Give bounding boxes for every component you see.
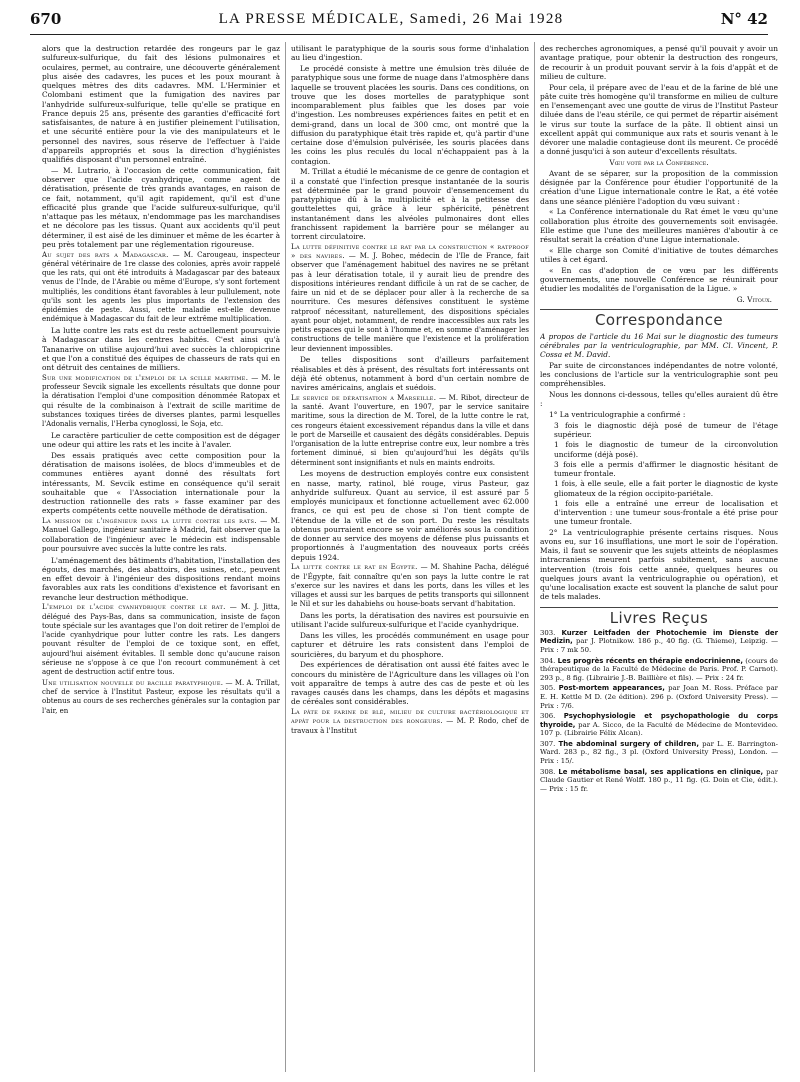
paragraph: Avant de se séparer, sur la proposition de la commission désignée par la Conférence pour étudier l'opportunité de la création d'une Ligue internationale contre le Rat, a été votée dans une séance plénière l'adoption du vœu suivant : xyxy=(540,168,778,206)
book-number: 307. xyxy=(540,739,556,748)
section-paragraph xyxy=(42,251,280,325)
issue-number: N° 42 xyxy=(720,10,768,28)
paragraph: utilisant le paratyphique de la souris sous forme d'inhalation au lieu d'ingestion. xyxy=(291,44,529,63)
section-rule xyxy=(540,309,778,310)
paragraph: 2° La ventriculographie présente certains risques. Nous avons eu, sur 16 insufflations, une mort le soir de l'opération. Mais, il faut se souvenir que les sujets atteints de néoplasmes intracraniens meurent parfois subitement, sans aucune intervention (trois fois cette année, quelques heures ou quelques jours avant la ventriculographie ou opération), et qu'une localisation exacte est souvent la planche de salut pour de tels malades. xyxy=(540,527,778,602)
book-number: 308. xyxy=(540,767,556,776)
paragraph: La lutte contre les rats est du reste actuellement poursuivie à Madagascar dans les centres habités. C'est ainsi qu'à Tananarive on utilise aujourd'hui avec succès la chloropicrine et que l'on a constitué des équipes de chasseurs de rats qui en ont détruit des centaines de milliers. xyxy=(42,326,280,372)
section-paragraph xyxy=(291,394,529,468)
section-heading: La pâte de farine de blé, milieu de culture bactériologique et appât pour la destruction des rongeurs. xyxy=(291,708,529,726)
section-text: — M. J. Jitta, délégué des Pays-Bas, dans sa communication, insiste de façon toute spéciale sur les avantages que l'on doit retirer de l'emploi de l'acide cyanhydrique pour lutter contre les rats. Les dangers pouvant résulter de l'emploi de ce toxique sont, en effet, aujourd'hui aisément évitables. Il semble donc qu'aucune raison sérieuse ne s'oppose à ce que l'on recourt communément à cet agent de destruction actif entre tous. xyxy=(42,603,280,676)
page-header xyxy=(30,6,768,32)
book-details: par A. Sicco, de la Faculté de Médecine de Montevideo. 107 p. (Librairie Félix Alcan). xyxy=(540,720,778,738)
section-heading: L'emploi de l'acide cyanhydrique contre le rat. xyxy=(42,603,226,612)
section-heading: Une utilisation nouvelle du bacille paratyphique. xyxy=(42,678,224,687)
section-paragraph xyxy=(42,374,280,430)
section-paragraph xyxy=(291,243,529,354)
book-entry xyxy=(540,629,778,655)
book-details: par L. E. Barrington-Ward. 283 p., 82 fig., 3 pl. (Oxford University Press), London. — Prix : 15/. xyxy=(540,739,778,766)
section-text: — M. A. Trillat, chef de service à l'Institut Pasteur, expose les résultats qu'il a obtenus au cours de ses recherches générales sur la contagion par l'air, en xyxy=(42,678,280,715)
paragraph: Le caractère particulier de cette composition est de dégager une odeur qui attire les rats et les incite à l'avaler. xyxy=(42,430,280,449)
findings-list xyxy=(540,421,778,527)
paragraph: Dans les ports, la dératisation des navires est poursuivie en utilisant l'acide sulfureux-sulfurique et l'acide cyanhydrique. xyxy=(291,611,529,630)
book-details: (cours de thérapeutique de la Faculté de Médecine de Paris. Prof. P. Carnot). 293 p., 8 fig. (Librairie J.-B. Baillière et fils). — Prix : 24 fr. xyxy=(540,656,778,682)
section-text: — M. Carougeau, inspecteur général vétérinaire de 1re classe des colonies, après avoir rappelé que les rats, qui ont été introduits à Madagascar par des bateaux venus de l'Inde, de l'Arabie ou même d'Europe, s'y sont fortement multipliés, les conditions étant favorables à leur pullulement, note qu'ils sont les agents les plus importants de l'extension des épidémies de peste. Aussi, cette maladie est-elle devenue endémique à Madagascar du fait de leur extrême multiplication. xyxy=(42,250,280,324)
section-heading: Au sujet des rats a Madagascar. xyxy=(42,250,169,259)
column-divider xyxy=(534,42,535,1072)
book-title: The abdominal surgery of children, xyxy=(558,739,699,748)
section-heading: Le service de dératisation a Marseille. xyxy=(291,393,437,402)
paragraph: 1° La ventriculographie a confirmé : xyxy=(549,410,686,419)
book-number: 305. xyxy=(540,684,556,693)
book-number: 304. xyxy=(540,656,556,665)
paragraph: « La Conférence internationale du Rat émet le vœu qu'une collaboration plus étroite des gouvernements soit envisagée. Elle estime que l'une des meilleures manières d'aboutir à ce résultat serait la création d'une Ligue internationale. xyxy=(540,207,778,244)
book-entry xyxy=(540,740,778,766)
paragraph: alors que la destruction retardée des rongeurs par le gaz sulfureux-sulfurique, du fait des lésions pulmonaires et oculaires, permet, au contraire, une découverte généralement plus aisée des cadavres, les puces et les poux mourant à quelques mètres des dits cadavres. MM. L'Herminier et Colombani estiment que la fumigation des navires par l'anhydride sulfureux-sulfurique, telle qu'elle se pratique en France depuis 25 ans, présente des garanties d'efficacité fort satisfaisantes, de nature à en justifier pleinement l'utilisation, et une sécurité entière pour la vie des manipulateurs et le personnel des navires, sous réserve de l'effectuer à l'aide d'appareils appropriés et sous la direction d'hygiénistes qualifiés disposant d'un personnel entraîné. xyxy=(42,44,280,164)
book-entry xyxy=(540,657,778,683)
section-heading: La mission de l'ingénieur dans la lutte contre les rats. xyxy=(42,517,257,525)
list-item: 3 fois elle a permis d'affirmer le diagnostic hésitant de tumeur frontale. xyxy=(554,459,778,478)
paragraph: Des expériences de dératisation ont aussi été faites avec le concours du ministère de l'Agriculture dans les villages où l'on voit apparaître de temps à autre des cas de peste et où les ravages causés dans les champs, dans les dépôts et magasins de céréales sont considérables. xyxy=(291,660,529,707)
books-list xyxy=(540,629,778,794)
section-heading: La lutte contre le rat en Egypte. xyxy=(291,563,418,572)
column-1 xyxy=(42,44,280,717)
section-paragraph xyxy=(42,517,280,554)
book-title: Kurzer Leitfaden der Photochemie im Dienste der Medizin, xyxy=(540,628,778,646)
paragraph: — M. Lutrario, à l'occasion de cette communication, fait observer que l'acide cyanhydrique, comme agent de dératisation, présente de très grands avantages, en raison de ce fait, notamment, qu'il agit rapidement, qu'il est d'une efficacité plus grande que l'acide sulfureux-sulfurique, qu'il n'attaque pas les métaux, n'endommage pas les marchandises et ne décolore pas les tissus. Quant aux accidents qu'il peut déterminer, il est aisé de les diminuer et même de les écarter à peu près totalement par une réglementation rigoureuse. xyxy=(42,165,280,249)
section-paragraph xyxy=(42,679,280,716)
section-heading: La lutte définitive contre le rat par la construction « ratproof » des navires. xyxy=(291,242,529,260)
section-text: — M. Manuel Gallego, ingénieur sanitaire à Madrid, fait observer que la collaboration de l'ingénieur avec le médecin est indispensable pour poursuivre avec succès la lutte contre les rats. xyxy=(42,517,280,553)
paragraph: Des essais pratiqués avec cette composition pour la dératisation de maisons isolées, de blocs d'immeubles et de communes entières ayant donné des résultats fort intéressants, M. Sevcik estime en conséquence qu'il serait souhaitable que « l'Association internationale pour la destruction rationnelle des rats » fasse examiner par des experts compétents cette nouvelle méthode de dératisation. xyxy=(42,450,280,516)
paragraph: Pour cela, il prépare avec de l'eau et de la farine de blé une pâte cuite très homogène qu'il transforme en milieu de culture en l'ensemençant avec une goutte de virus de l'Institut Pasteur diluée dans de l'eau stérile, ce qui permet de répartir aisément le virus sur toute la surface de la pâte. Il obtient ainsi un excellent appât qui communique aux rats et souris venant à le dévorer une maladie contagieuse dont ils meurent. Ce procédé a donné jusqu'ici à son auteur d'excellents résultats. xyxy=(540,82,778,157)
book-number: 303. xyxy=(540,628,556,637)
paragraph: « Elle charge son Comité d'initiative de toutes démarches utiles à cet égard. xyxy=(540,245,778,264)
book-title: Le métabolisme basal, ses applications en clinique, xyxy=(558,767,764,776)
book-title: Psychophysiologie et psychopathologie du corps thyroïde, xyxy=(540,712,778,729)
section-text: — M. Ribot, directeur de la santé. Avant l'ouverture, en 1907, par le service sanitaire maritime, sous la direction de M. Torel, de la lutte contre le rat, ces rongeurs étaient excessivement répandus dans la ville et dans le port de Marseille et causaient des dégâts considérables. Depuis l'organisation de la lutte entreprise contre eux, leur nombre a très fortement diminué, si bien qu'aujourd'hui les dégâts qu'ils déterminent sont insignifiants et nuls en maints endroits. xyxy=(291,393,529,467)
book-details: par Claude Gautier et René Wolff. 180 p., 11 fig. (G. Doin et Cie, édit.). — Prix : 15 fr. xyxy=(540,767,778,793)
paragraph: Le procédé consiste à mettre une émulsion très diluée de paratyphique sous une forme de nuage dans l'atmosphère dans laquelle se trouvent placées les souris. Dans ces conditions, on trouve que les doses mortelles de paratyphique sont incomparablement plus faibles que les doses par voie d'ingestion. Les nombreuses expériences faites en petit et en demi-grand, dans un local de 300 cmc, ont montré que la diffusion du paratyphique était très rapide et, qu'à partir d'une certaine dose d'émulsion pulvérisée, les souris placées dans les coins les plus reculés du local n'échappaient pas à la contagion. xyxy=(291,64,529,166)
section-rule xyxy=(540,607,778,608)
column-3 xyxy=(540,44,778,795)
correspondance-intro: A propos de l'article du 16 Mai sur le diagnostic des tumeurs cérébrales par la ventriculographie, par MM. Cl. Vincent, P. Cossa et M. David. xyxy=(540,331,778,359)
book-title: Les progrès récents en thérapie endocrinienne, xyxy=(557,656,744,665)
signature: G. Vitoux. xyxy=(736,295,772,304)
section-heading: Vœu voté par la Conférence. xyxy=(609,158,709,167)
paragraph: « En cas d'adoption de ce vœu par les différents gouvernements, une nouvelle Conférence se réunirait pour étudier les modalités de l'organisation de la Ligue. » xyxy=(540,265,778,294)
page-number: 670 xyxy=(30,10,62,28)
paragraph: Dans les villes, les procédés communément en usage pour capturer et détruire les rats consistent dans l'emploi de souricières, du baryum et du phosphore. xyxy=(291,631,529,659)
paragraph: Les moyens de destruction employés contre eux consistent en nasse, marty, ratinol, blé rouge, virus Pasteur, gaz anhydride sulfureux. Quant au service, il est assuré par 5 employés municipaux et fonctionne actuellement avec 62.000 francs, ce qui est peu de chose si l'on tient compte de l'étendue de la ville et de son port. Du reste les résultats obtenus pourraient encore se voir améliorés sous la condition de donner au service des moyens de défense plus puissants et proportionnés à l'augmentation des nouveaux ports créés depuis 1924. xyxy=(291,469,529,562)
list-item: 1 fois le diagnostic de tumeur de la circonvolution unciforme (déjà posé). xyxy=(554,440,778,459)
list-item: 1 fois, à elle seule, elle a fait porter le diagnostic de kyste gliomateux de la région occipito-pariétale. xyxy=(554,479,778,498)
column-2 xyxy=(291,44,529,737)
book-number: 306. xyxy=(540,712,556,721)
publication-title: LA PRESSE MÉDICALE, Samedi, 26 Mai 1928 xyxy=(218,10,564,27)
section-paragraph xyxy=(291,563,529,609)
paragraph: Par suite de circonstances indépendantes de notre volonté, les conclusions de l'article sur la ventriculographie sont peu compréhensibles. xyxy=(540,360,778,389)
section-paragraph xyxy=(42,603,280,677)
section-heading: Sur une modification de l'emploi de la scille maritime. xyxy=(42,373,249,382)
paragraph: De telles dispositions sont d'ailleurs parfaitement réalisables et dès à présent, des résultats fort intéressants ont déjà été obtenus, notamment à bord d'un certain nombre de navires américains, anglais et suédois. xyxy=(291,355,529,392)
book-details: par Joan M. Ross. Préface par E. H. Kettle M D. (2e édition). 296 p. (Oxford University Press). — Prix : 7/6. xyxy=(540,684,778,710)
section-text: — M. P. Rodo, chef de travaux à l'Institut xyxy=(291,717,529,735)
paragraph: des recherches agronomiques, a pensé qu'il pouvait y avoir un avantage pratique, pour obtenir la destruction des rongeurs, de recourir à un produit pouvant servir à la fois d'appât et de milieu de culture. xyxy=(540,44,778,81)
book-entry xyxy=(540,684,778,710)
book-details: par J. Plotnikow. 186 p., 40 fig. (G. Thieme), Leipzig. — Prix : 7 mk 50. xyxy=(540,637,778,654)
correspondance-title: Correspondance xyxy=(595,311,723,330)
paragraph: Nous les donnons ci-dessous, telles qu'elles auraient dû être : xyxy=(540,390,778,409)
book-entry xyxy=(540,768,778,794)
section-text: — M. Shahine Pacha, délégué de l'Égypte, fait connaître qu'en son pays la lutte contre le rat s'exerce sur les navires et dans les ports, dans les villes et les villages et aussi sur les barques de petits transports qui sillonnent le Nil et sur les dahabiehs ou house-boats servant d'habitation. xyxy=(291,563,529,609)
books-title: Livres Reçus xyxy=(609,608,709,627)
section-paragraph xyxy=(291,708,529,736)
book-title: Post-mortem appearances, xyxy=(558,684,665,693)
list-item: 3 fois le diagnostic déjà posé de tumeur de l'étage supérieur. xyxy=(554,420,778,439)
list-item: 1 fois elle a entraîné une erreur de localisation et d'intervention : une tumeur sous-frontale a été prise pour une tumeur frontale. xyxy=(554,498,778,527)
section-text: — M. le professeur Sevcik signale les excellents résultats que donne pour la dératisation l'emploi d'une composition dénommée Ratopax et qui résulte de la combinaison à l'extrait de scille maritime de substances toxiques tirées de diverses plantes, parmi lesquelles l'Adonalis vernalis, l'Herba cynoglossi, le Soja, etc. xyxy=(42,373,280,428)
book-entry xyxy=(540,712,778,738)
paragraph: L'aménagement des bâtiments d'habitation, l'installation des égouts, des marchés, des abattoirs, des usines, etc., peuvent en effet devoir à l'ingénieur des dispositions rendant moins favorables aux rats les conditions d'existence et favorisant en revanche leur destruction méthodique. xyxy=(42,555,280,602)
section-text: — M. J. Bohec, médecin de l'Ile de France, fait observer que l'aménagement habituel des navires ne se prêtant pas à leur dératisation totale, il y aurait lieu de prendre des dispositions intérieures rendant difficile à un rat de se cacher, de faire un nid et de se déplacer pour aller à la recherche de sa nourriture. Ces mesures défensives constituent le système ratproof nécessitant, naturellement, des dispositions spéciales ayant pour objet, notamment, de rendre inaccessibles aux rats les petits espaces qui le sont à l'homme et, en somme d'aménager les constructions de telle manière que l'existence et la prolifération leur deviennent impossibles. xyxy=(291,252,529,353)
header-rule xyxy=(30,34,768,35)
paragraph: M. Trillat a étudié le mécanisme de ce genre de contagion et il a constaté que l'infection presque instantanée de la souris est déterminée par le grand pouvoir d'ensemencement du paratyphique dû à la multiplicité et à la petitesse des gouttelettes qui, grâce à leur sphéricité, pénètrent instantanément dans les alvéoles pulmonaires dont elles franchissent rapidement la barrière pour se mélanger au torrent circulatoire. xyxy=(291,167,529,241)
column-divider xyxy=(285,42,286,1072)
